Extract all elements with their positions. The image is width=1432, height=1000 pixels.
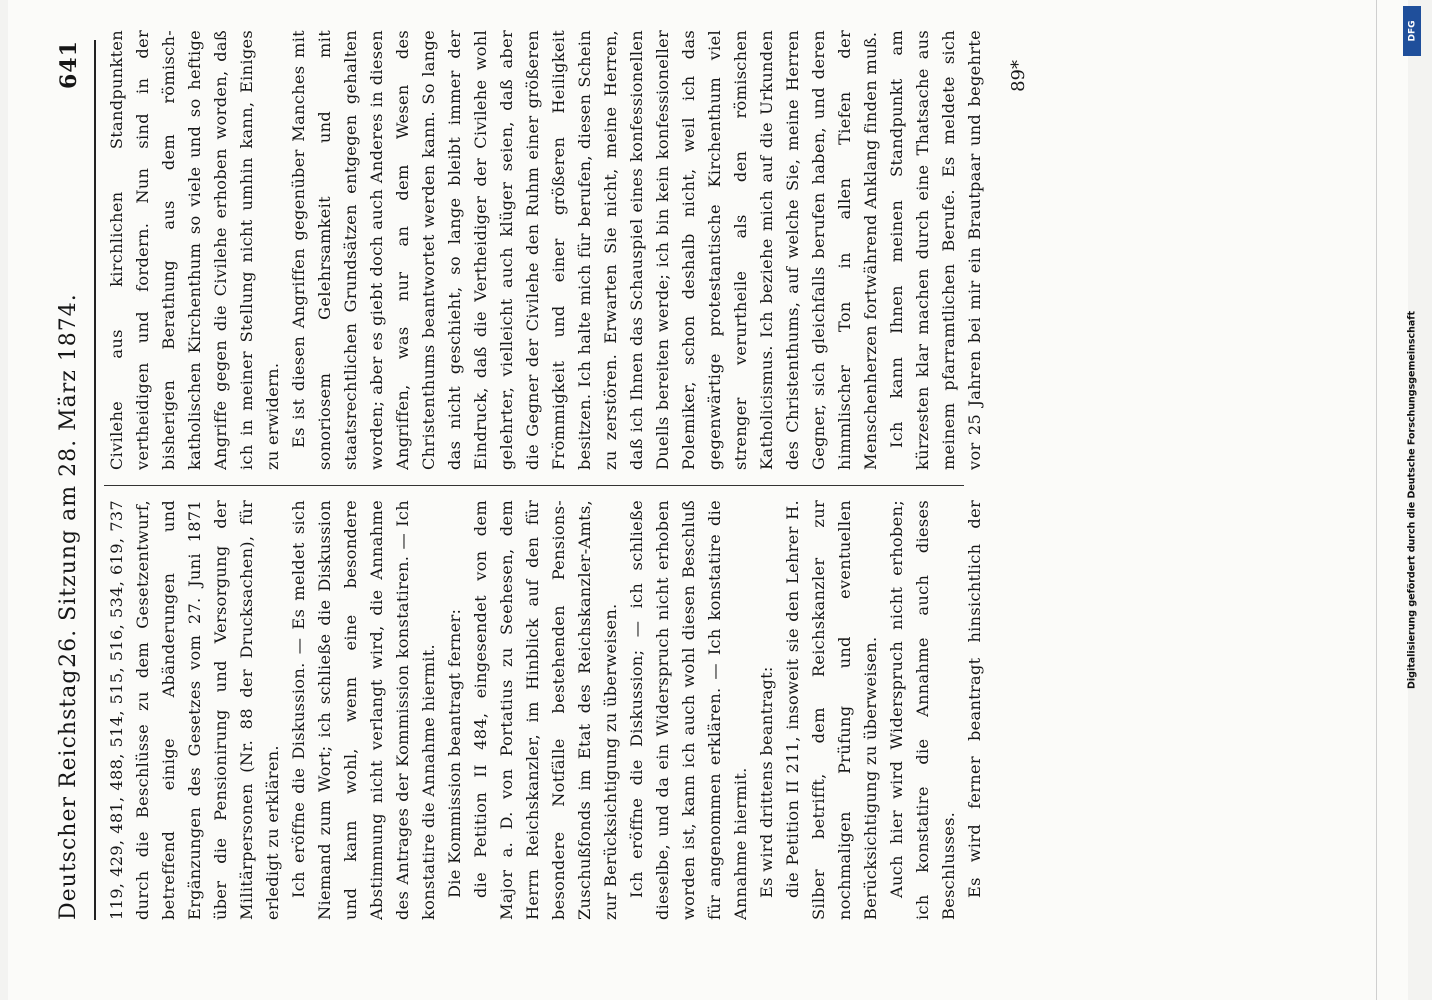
paragraph: Civilehe aus kirchlichen Standpunkten vertheidigen und fordern. Nun sind in der bisherigen Berathung aus dem römisch-katholischen Kirchenthum so viele und so heftige Angriffe gegen die Civilehe erhoben worden, daß ich in meiner Stellung nicht umhin kann, Einiges zu erwidern. [107,30,282,470]
paragraph: Es ist diesen Angriffen gegenüber Manches mit sonoriosem Gelehrsamkeit und mit staatsrechtlichen Grundsätzen entgegen gehalten worden; aber es giebt doch auch Anderes in diesen Angriffen, was nur an dem Wesen des Christenthums beantwortet werden kann. So lange das nicht geschieht, so lange bleibt immer der Eindruck, daß die Vertheidiger der Civilehe wohl gelehrter, vielleicht auch klüger seien, daß aber die Gegner der Civilehe den Ruhm einer größeren Frömmigkeit und einer größeren Heiligkeit besitzen. Ich halte mich für berufen, diesen Schein zu zerstören. Erwarten Sie nicht, meine Herren, daß ich Ihnen das Schauspiel eines konfessionellen Duells bereiten werde; ich bin kein konfessioneller Polemiker, schon deshalb nicht, weil ich das gegenwärtige protestantische Kirchenthum viel strenger verurtheile als den römischen Katholicismus. Ich beziehe mich auf die Urkunden des Christenthums, auf welche Sie, meine Herren Gegner, sich gleichfalls berufen haben, und deren himmlischer Ton in allen Tiefen der Menschenherzen fortwährend Anklang finden muß. [289,30,880,470]
page-number: 641 [56,40,82,89]
paragraph: Ich eröffne die Diskussion. — Es meldet sich Niemand zum Wort; ich schließe die Diskussion und kann wohl, wenn eine besondere Abstimmung nicht verlangt wird, die Annahme des Antrages der Kommission konstatiren. — Ich konstatire die Annahme hiermit. [289,500,438,920]
paragraph: Ich kann Ihnen meinen Standpunkt am kürzesten klar machen durch eine Thatsache aus meinem pfarramtlichen Berufe. Es meldete sich vor 25 Jahren bei mir ein Brautpaar und begehrte [887,30,984,470]
paragraph: Ich eröffne die Diskussion; — ich schließe dieselbe, und da ein Widerspruch nicht erhoben worden ist, kann ich auch wohl diesen Beschluß für angenommen erklären. — Ich konstatire die Annahme hiermit. [627,500,750,920]
left-text-column [104,500,984,920]
running-head [56,40,90,920]
credit-text: Digitalisierung gefördert durch die Deutsche Forschungsgemeinschaft [1406,311,1418,689]
running-head-center: 26. Sitzung am 28. März 1874. [56,293,81,667]
paragraph: die Petition II 484, eingesendet von dem Major a. D. von Portatius zu Seehesen, dem Herrn Reichskanzler, im Hinblick auf den für besondere Notfälle bestehenden Pensions-Zuschußfonds im Etat des Reichskanzler-Amts, zur Berücksichtigung zu überweisen. [471,500,620,920]
paragraph: 119, 429, 481, 488, 514, 515, 516, 534, 619, 737 durch die Beschlüsse zu dem Gesetzentwurf, betreffend einige Abänderungen und Ergänzungen des Gesetzes vom 27. Juni 1871 über die Pensionirung und Versorgung der Militärpersonen (Nr. 88 der Drucksachen), für erledigt zu erklären. [107,500,282,920]
column-divider [104,485,964,486]
paragraph: Die Kommission beantragt ferner: [445,608,464,898]
header-rule [94,40,96,920]
newspaper-page [8,0,1408,1000]
sheet-number: 89* [1008,60,1029,92]
right-text-column [104,30,984,470]
paragraph: Es wird ferner beantragt hinsichtlich der [965,500,984,898]
running-head-left: Deutscher Reichstag. [56,660,81,920]
scan-edge [1376,0,1377,1000]
paragraph: Es wird drittens beantragt: [757,666,776,898]
paragraph: Auch hier wird Widerspruch nicht erhoben; ich konstatire die Annahme auch dieses Beschlusses. [887,500,958,920]
dfg-logo: DFG [1403,6,1421,56]
paragraph: die Petition II 211, insoweit sie den Lehrer H. Silber betrifft, dem Reichskanzler zur nochmaligen Prüfung und eventuellen Berücksichtigung zu überweisen. [783,500,880,920]
